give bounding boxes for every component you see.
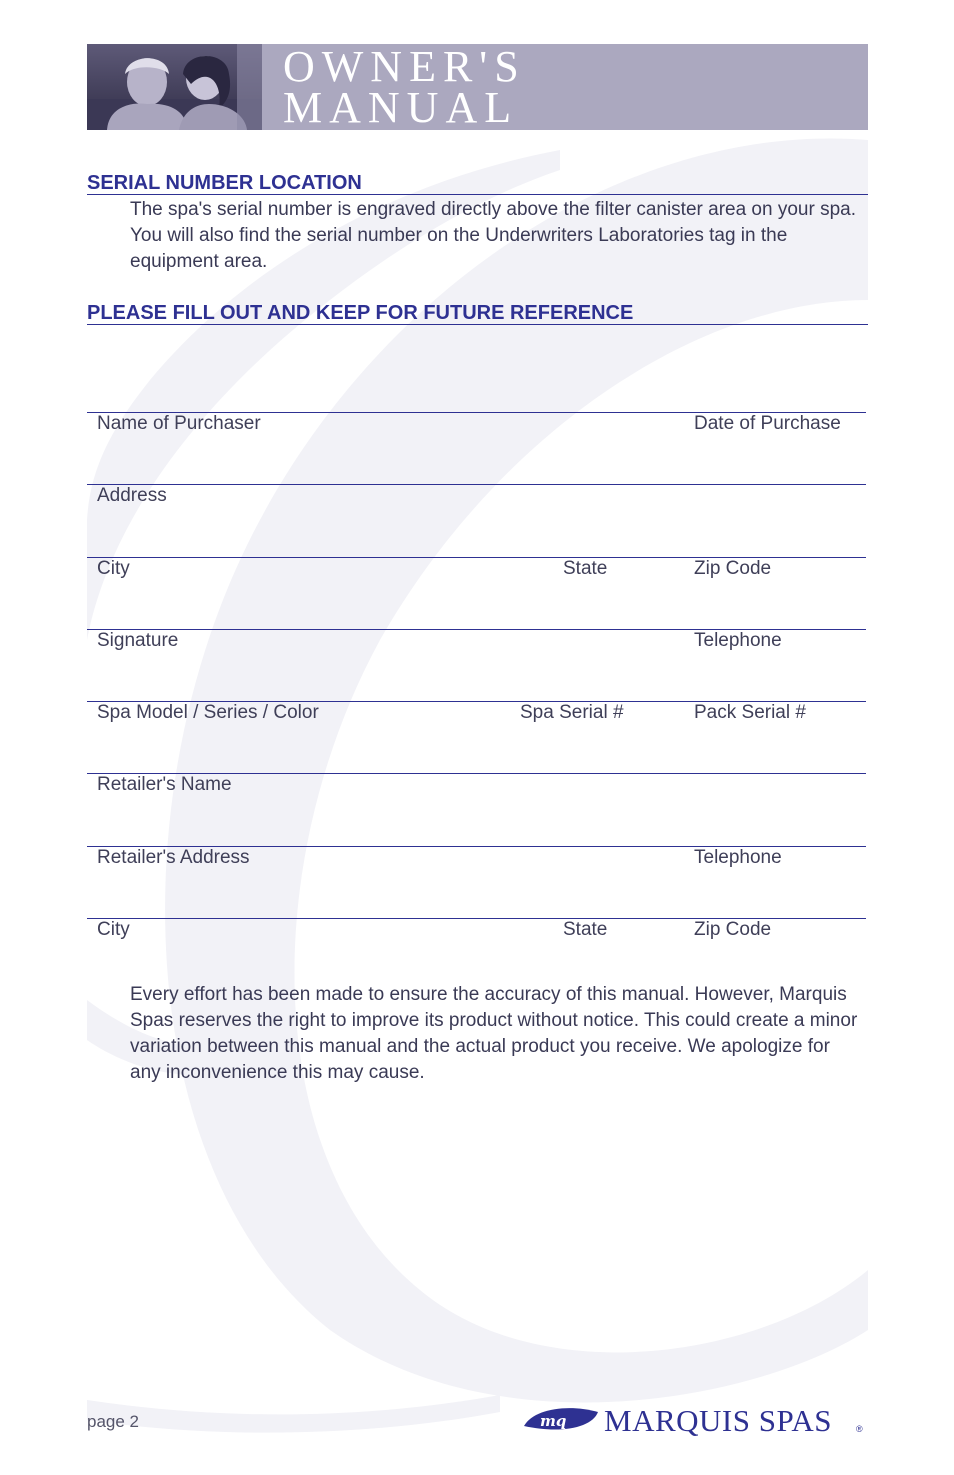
form-row-retailer-city[interactable] (87, 918, 866, 979)
header-banner (87, 44, 868, 130)
date-of-purchase-label: Date of Purchase (694, 413, 841, 434)
retailer-telephone-label: Telephone (694, 847, 782, 868)
retailer-address-label: Retailer's Address (97, 847, 250, 868)
pack-serial-label: Pack Serial # (694, 702, 806, 723)
logo-mark-text: mq (540, 1412, 567, 1430)
spa-serial-label: Spa Serial # (520, 702, 624, 723)
form-row-retailer-name[interactable] (87, 773, 866, 834)
logo-text: MARQUIS SPAS (604, 1403, 832, 1438)
retailer-zip-code-label: Zip Code (694, 919, 772, 940)
spa-model-label: Spa Model / Series / Color (97, 702, 319, 723)
serial-number-text: The spa's serial number is engraved directly above the filter canister area on your spa. You will also find the serial number on the Underwriters Laboratories tag in the equipment area. (130, 199, 856, 272)
form-row-purchaser[interactable] (87, 412, 866, 473)
retailer-name-label: Retailer's Name (97, 774, 232, 795)
form-row-spa-model[interactable] (87, 701, 866, 762)
telephone-label: Telephone (694, 630, 782, 651)
form-row-retailer-address[interactable] (87, 846, 866, 907)
marquis-logo-mark-icon (520, 1398, 870, 1442)
banner-title: OWNER'S MANUAL (283, 44, 526, 130)
form-row-address[interactable] (87, 484, 866, 545)
retailer-state-label: State (563, 919, 608, 940)
address-label: Address (97, 485, 167, 506)
retailer-city-label: City (97, 919, 130, 940)
zip-code-label: Zip Code (694, 558, 772, 579)
disclaimer-text: Every effort has been made to ensure the accuracy of this manual. However, Marquis Spas reserves the right to improve its product without notice. This could create a minor variation between this manual and the actual product you receive. We apologize for any inconvenience this may cause. (130, 984, 858, 1083)
form-row-signature[interactable] (87, 629, 866, 690)
state-label: State (563, 558, 608, 579)
page-number: page 2 (87, 1412, 139, 1431)
name-of-purchaser-label: Name of Purchaser (97, 413, 261, 434)
logo-registered-mark: ® (856, 1424, 863, 1434)
couple-photo-icon (87, 44, 262, 130)
signature-label: Signature (97, 630, 179, 651)
marquis-spas-logo (520, 1398, 870, 1442)
form-row-city[interactable] (87, 557, 866, 618)
serial-number-heading: SERIAL NUMBER LOCATION (87, 172, 868, 195)
city-label: City (97, 558, 130, 579)
fill-out-heading: PLEASE FILL OUT AND KEEP FOR FUTURE REFERENCE (87, 302, 868, 325)
